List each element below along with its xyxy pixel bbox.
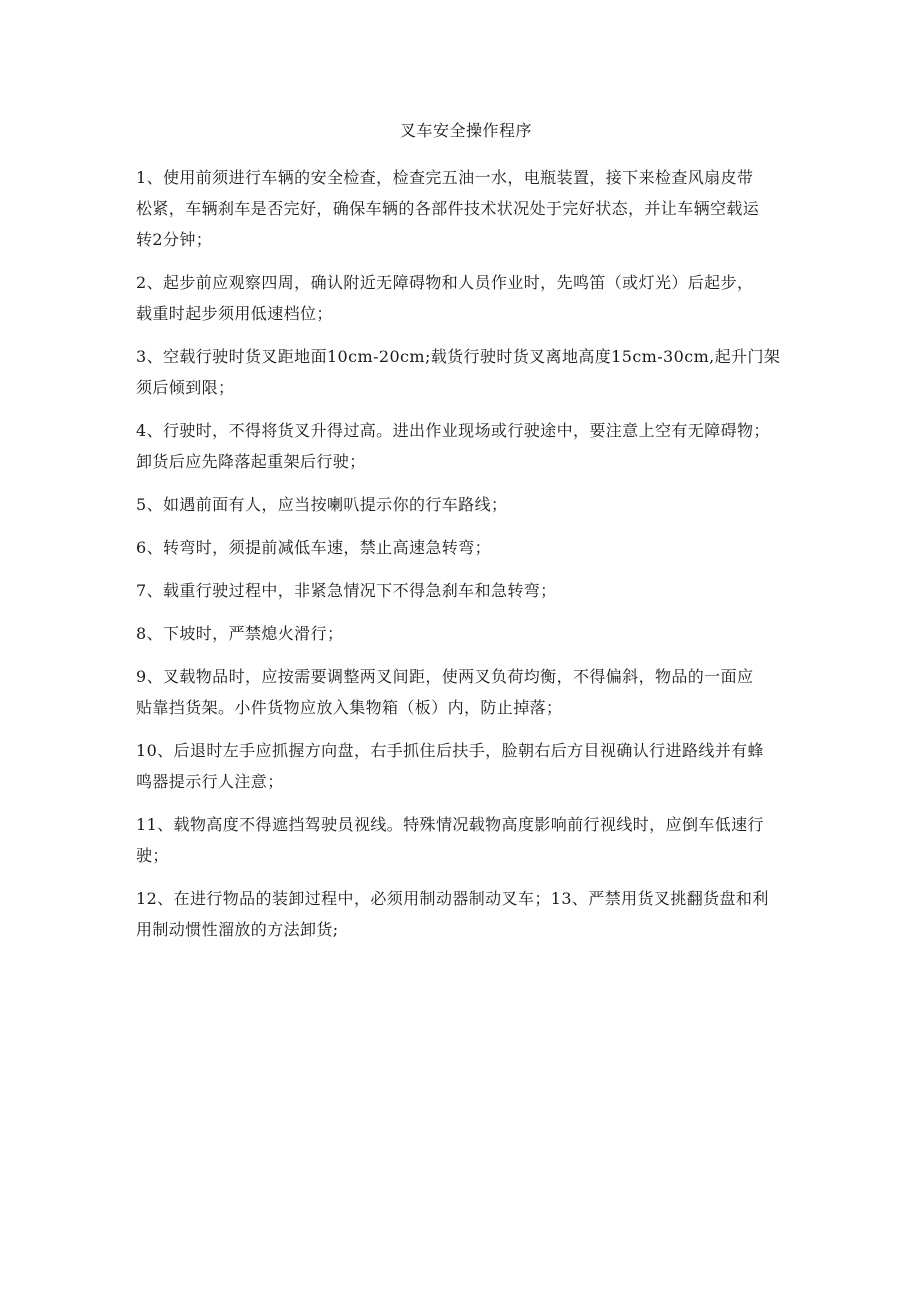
procedure-item-line: 驶； bbox=[136, 846, 169, 865]
procedure-item-line: 3、空载行驶时货叉距地面10cm-20cm;载货行驶时货叉离地高度15cm-30cm,起升门架 bbox=[136, 347, 781, 366]
procedure-item bbox=[136, 618, 796, 649]
procedure-item bbox=[136, 341, 796, 403]
procedure-item-line: 1、使用前须进行车辆的安全检查，检查完五油一水，电瓶装置，接下来检查风扇皮带 bbox=[136, 168, 754, 187]
procedure-item-line: 5、如遇前面有人，应当按喇叭提示你的行车路线； bbox=[136, 495, 508, 514]
procedure-item-line: 鸣器提示行人注意； bbox=[136, 772, 284, 791]
procedure-item-line: 4、行驶时，不得将货叉升得过高。进出作业现场或行驶途中，要注意上空有无障碍物； bbox=[136, 421, 770, 440]
procedure-item-line: 12、在进行物品的装卸过程中，必须用制动器制动叉车；13、严禁用货叉挑翻货盘和利 bbox=[136, 889, 769, 908]
procedure-item-line: 转2分钟； bbox=[136, 230, 213, 249]
procedure-item-line: 贴靠挡货架。小件货物应放入集物箱（板）内，防止掉落； bbox=[136, 698, 563, 717]
procedure-item bbox=[136, 267, 796, 329]
procedure-item-line: 7、载重行驶过程中，非紧急情况下不得急刹车和急转弯； bbox=[136, 581, 557, 600]
document-title: 叉车安全操作程序 bbox=[399, 121, 532, 140]
document-body bbox=[136, 162, 796, 945]
procedure-item bbox=[136, 575, 796, 606]
procedure-item bbox=[136, 735, 796, 797]
procedure-item-line: 载重时起步须用低速档位； bbox=[136, 304, 333, 323]
procedure-item-line: 用制动惯性溜放的方法卸货; bbox=[136, 920, 339, 939]
procedure-item bbox=[136, 883, 796, 945]
procedure-item bbox=[136, 415, 796, 477]
procedure-item bbox=[136, 162, 796, 255]
procedure-item-line: 8、下坡时，严禁熄火滑行； bbox=[136, 624, 344, 643]
procedure-item-line: 9、叉载物品时，应按需要调整两叉间距，使两叉负荷均衡，不得偏斜，物品的一面应 bbox=[136, 667, 754, 686]
procedure-item-line: 2、起步前应观察四周，确认附近无障碍物和人员作业时，先鸣笛（或灯光）后起步， bbox=[136, 273, 754, 292]
procedure-item-line: 10、后退时左手应抓握方向盘，右手抓住后扶手，脸朝右后方目视确认行进路线并有蜂 bbox=[136, 741, 764, 760]
procedure-item-line: 松紧，车辆刹车是否完好，确保车辆的各部件技术状况处于完好状态，并让车辆空载运 bbox=[136, 199, 760, 218]
procedure-item-line: 须后倾到限； bbox=[136, 378, 235, 397]
procedure-item bbox=[136, 532, 796, 563]
procedure-item bbox=[136, 809, 796, 871]
procedure-item bbox=[136, 489, 796, 520]
procedure-item-line: 6、转弯时，须提前减低车速，禁止高速急转弯； bbox=[136, 538, 491, 557]
procedure-item bbox=[136, 661, 796, 723]
procedure-item-line: 11、载物高度不得遮挡驾驶员视线。特殊情况载物高度影响前行视线时，应倒车低速行 bbox=[136, 815, 764, 834]
procedure-item-line: 卸货后应先降落起重架后行驶； bbox=[136, 452, 366, 471]
